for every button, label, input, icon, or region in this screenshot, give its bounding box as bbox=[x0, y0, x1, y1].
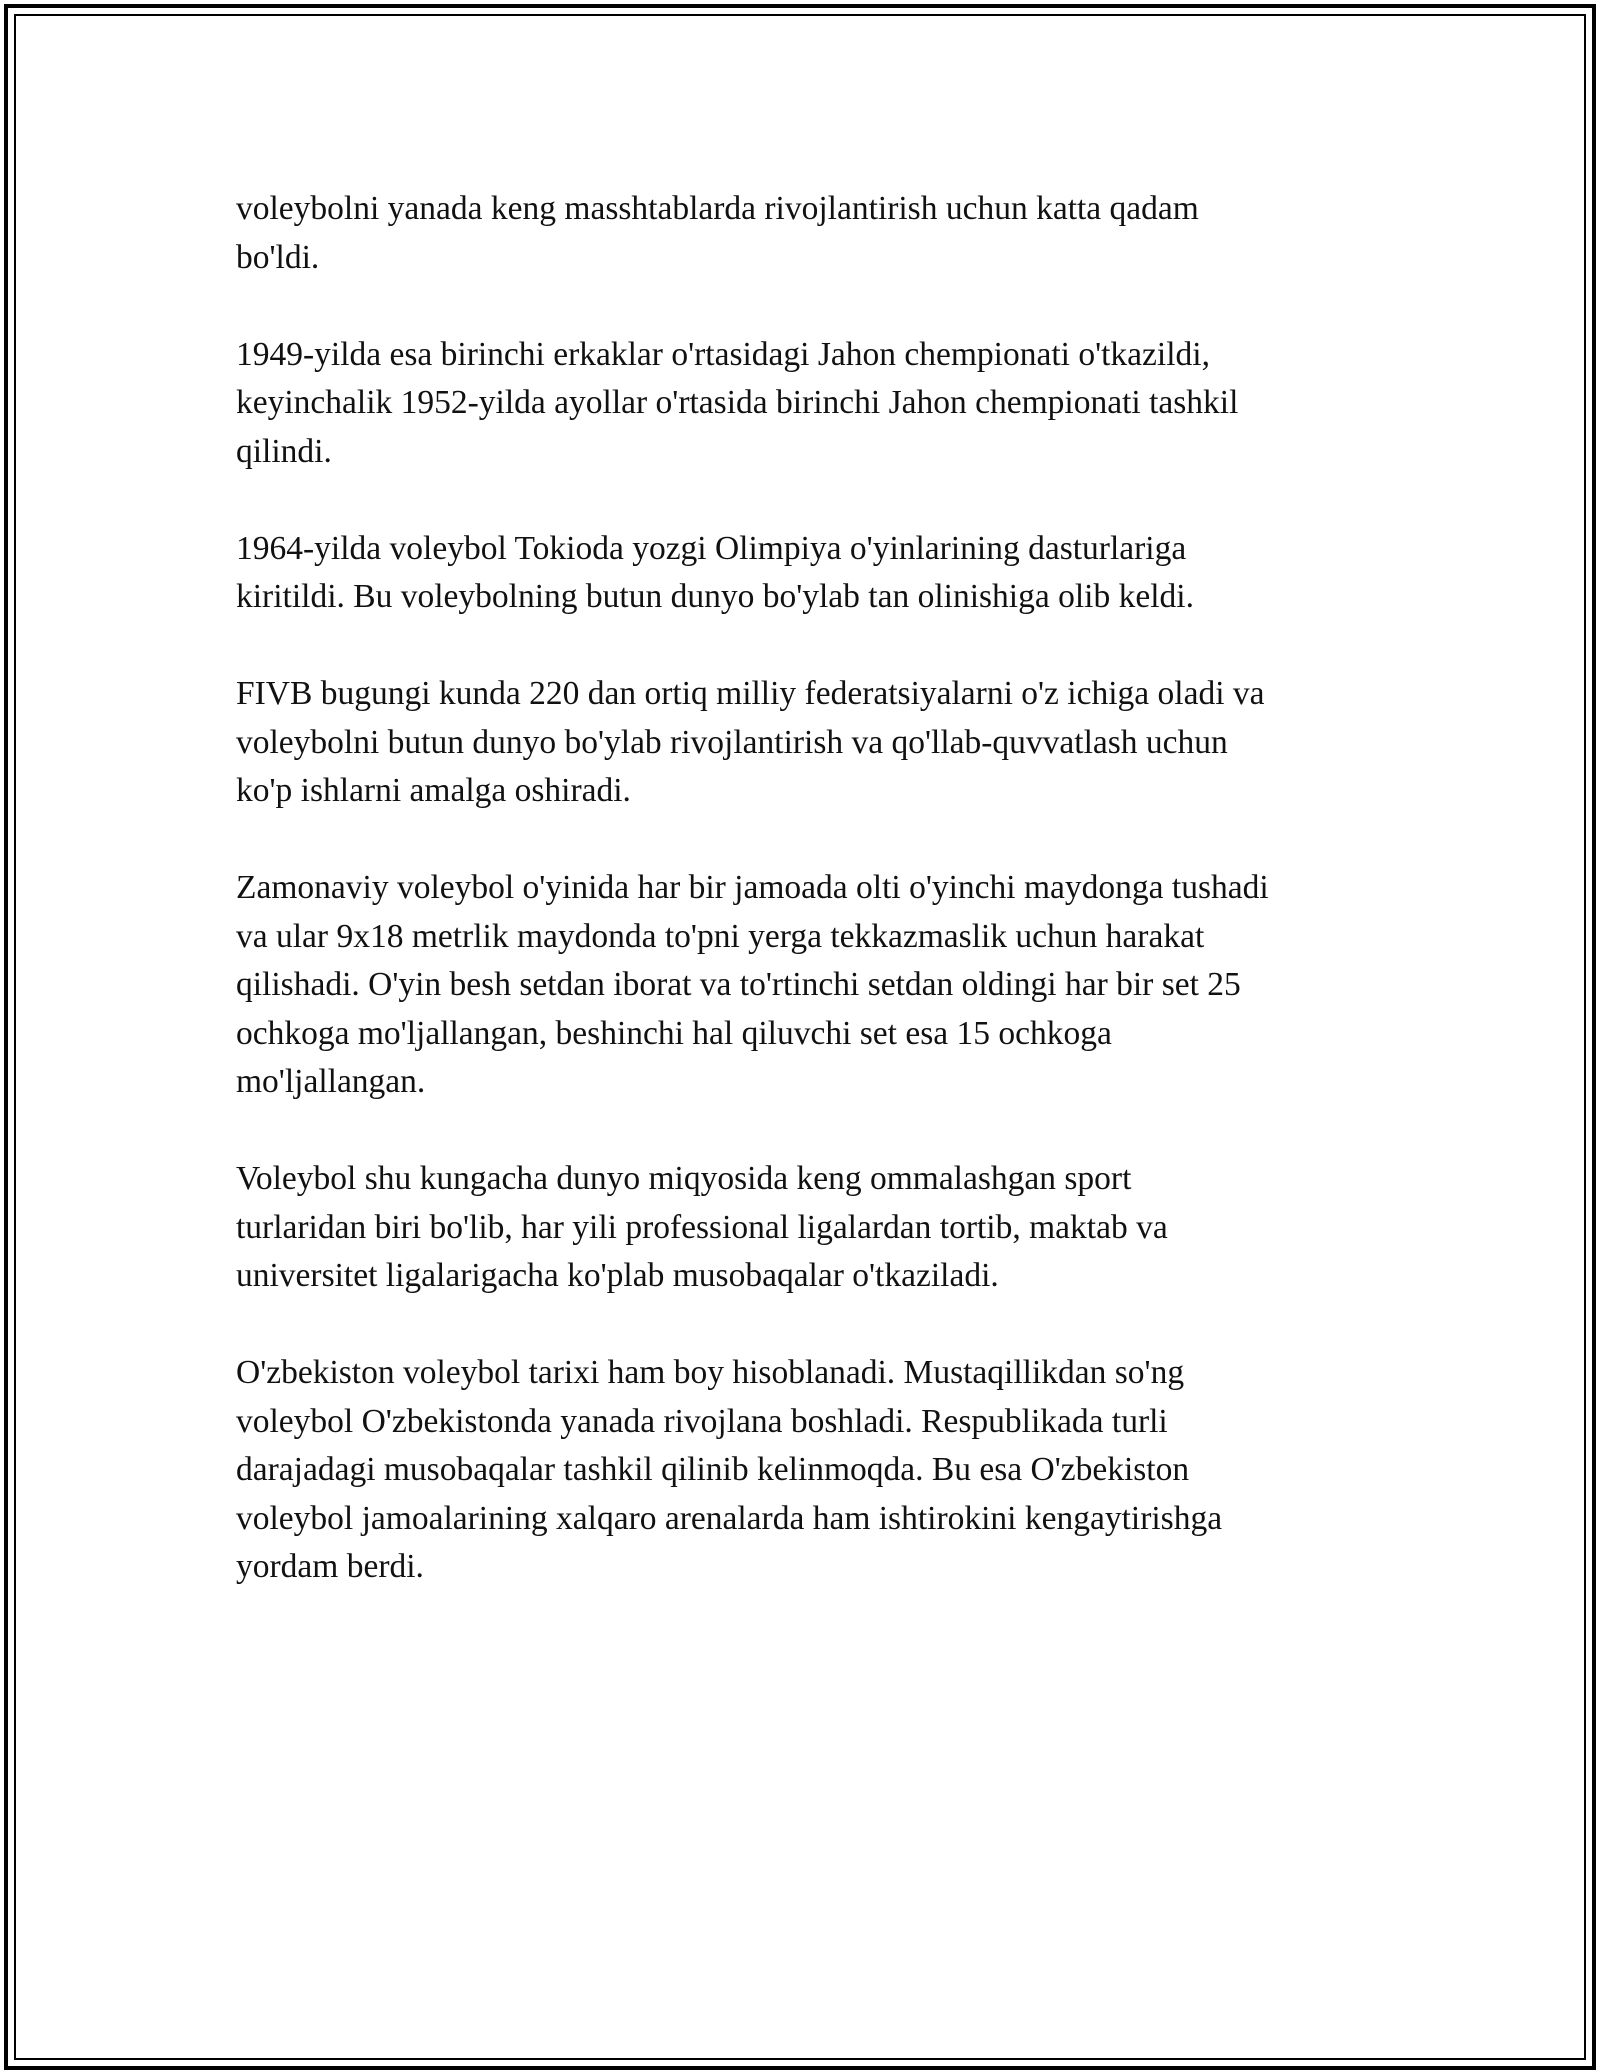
text-line: voleybolni yanada keng masshtablarda rivojlantirish uchun katta qadam bbox=[236, 190, 1199, 227]
document-body bbox=[236, 185, 1376, 1640]
paragraph bbox=[236, 525, 1376, 622]
paragraph bbox=[236, 331, 1376, 477]
paragraph bbox=[236, 670, 1376, 816]
text-line: 1964-yilda voleybol Tokioda yozgi Olimpiya o'yinlarining dasturlariga bbox=[236, 529, 1187, 567]
text-line: voleybol jamoalarining xalqaro arenalarda ham ishtirokini kengaytirishga bbox=[236, 1499, 1223, 1537]
paragraph bbox=[236, 1349, 1376, 1592]
text-line: yordam berdi. bbox=[236, 1548, 424, 1585]
text-line: darajadagi musobaqalar tashkil qilinib kelinmoqda. Bu esa O'zbekiston bbox=[236, 1451, 1190, 1488]
text-line: voleybol O'zbekistonda yanada rivojlana boshladi. Respublikada turli bbox=[236, 1402, 1168, 1440]
text-line: qilindi. bbox=[236, 432, 332, 470]
paragraph bbox=[236, 864, 1376, 1107]
paragraph bbox=[236, 1155, 1376, 1301]
text-line: O'zbekiston voleybol tarixi ham boy hisoblanadi. Mustaqillikdan so'ng bbox=[236, 1354, 1185, 1391]
text-line: FIVB bugungi kunda 220 dan ortiq milliy federatsiyalarni o'z ichiga oladi va bbox=[236, 675, 1265, 712]
text-line: kiritildi. Bu voleybolning butun dunyo bo'ylab tan olinishiga olib keldi. bbox=[236, 578, 1194, 615]
text-line: va ular 9x18 metrlik maydonda to'pni yerga tekkazmaslik uchun harakat bbox=[236, 917, 1205, 955]
text-line: Zamonaviy voleybol o'yinida har bir jamoada olti o'yinchi maydonga tushadi bbox=[236, 869, 1269, 906]
text-line: ko'p ishlarni amalga oshiradi. bbox=[236, 772, 631, 809]
paragraph bbox=[236, 185, 1376, 282]
text-line: turlaridan biri bo'lib, har yili professional ligalardan tortib, maktab va bbox=[236, 1208, 1168, 1246]
text-line: Voleybol shu kungacha dunyo miqyosida keng ommalashgan sport bbox=[236, 1160, 1132, 1197]
text-line: keyinchalik 1952-yilda ayollar o'rtasida birinchi Jahon chempionati tashkil bbox=[236, 384, 1239, 421]
text-line: voleybolni butun dunyo bo'ylab rivojlantirish va qo'llab-quvvatlash uchun bbox=[236, 723, 1228, 761]
text-line: universitet ligalarigacha ko'plab musobaqalar o'tkaziladi. bbox=[236, 1257, 999, 1294]
text-line: bo'ldi. bbox=[236, 238, 320, 276]
text-line: qilishadi. O'yin besh setdan iborat va to'rtinchi setdan oldingi har bir set 25 bbox=[236, 966, 1241, 1003]
text-line: mo'ljallangan. bbox=[236, 1063, 426, 1100]
text-line: 1949-yilda esa birinchi erkaklar o'rtasidagi Jahon chempionati o'tkazildi, bbox=[236, 335, 1210, 373]
text-line: ochkoga mo'ljallangan, beshinchi hal qiluvchi set esa 15 ochkoga bbox=[236, 1014, 1112, 1052]
